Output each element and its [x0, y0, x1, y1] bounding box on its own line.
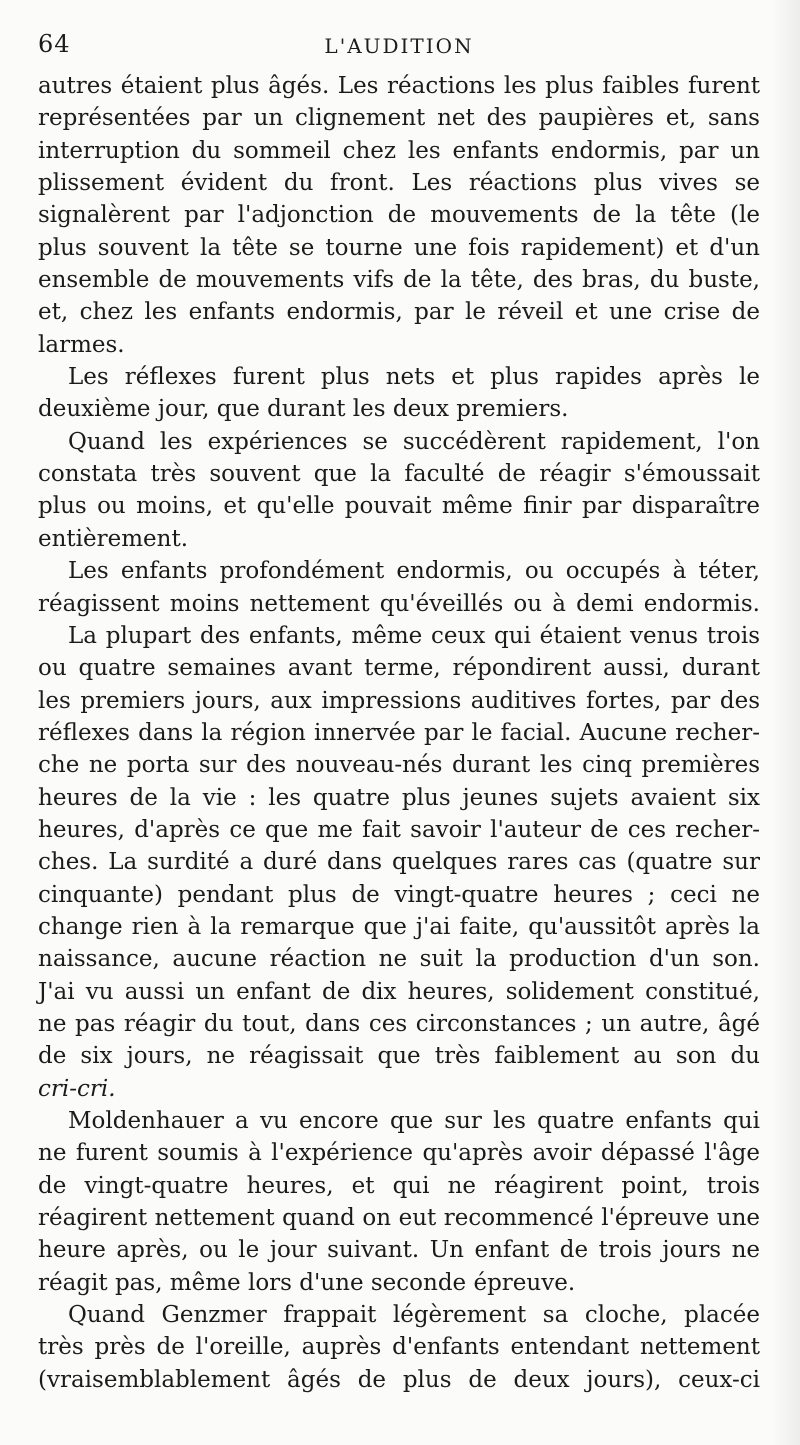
text-line: ne pas réagir du tout, dans ces circonstances ; un autre, âgé: [38, 1010, 760, 1037]
text-line: les premiers jours, aux impressions auditives fortes, par des: [38, 687, 760, 714]
running-title: L'AUDITION: [324, 34, 474, 58]
text-line: de six jours, ne réagissait que très faiblement au son du: [38, 1043, 760, 1070]
page-header: [38, 24, 760, 64]
text-line: ensemble de mouvements vifs de la tête, des bras, du buste,: [38, 267, 760, 294]
text-line: de vingt-quatre heures, et qui ne réagirent point, trois: [38, 1172, 760, 1199]
text-line: heures, d'après ce que me fait savoir l'auteur de ces recher-: [38, 816, 760, 843]
text-line: interruption du sommeil chez les enfants endormis, par un: [38, 137, 760, 164]
text-line: réagit pas, même lors d'une seconde épreuve.: [38, 1269, 576, 1296]
text-line: ches. La surdité a duré dans quelques rares cas (quatre sur: [38, 849, 760, 876]
text-line: réagirent nettement quand on eut recommencé l'épreuve une: [38, 1205, 760, 1232]
text-line: ou quatre semaines avant terme, répondirent aussi, durant: [38, 655, 760, 682]
text-line: plus souvent la tête se tourne une fois rapidement) et d'un: [38, 234, 760, 261]
text-line: deuxième jour, que durant les deux premiers.: [38, 396, 569, 423]
text-line: constata très souvent que la faculté de réagir s'émoussait: [38, 461, 760, 488]
text-line: (vraisemblablement âgés de plus de deux jours), ceux-ci: [38, 1366, 760, 1393]
body-text: [38, 70, 760, 1396]
text-line: autres étaient plus âgés. Les réactions les plus faibles furent: [38, 73, 760, 99]
text-line: change rien à la remarque que j'ai faite, qu'aussitôt après la: [38, 913, 760, 940]
text-line: cri-cri.: [38, 1075, 116, 1102]
text-line: Les réflexes furent plus nets et plus rapides après le: [68, 364, 760, 391]
text-line: Les enfants profondément endormis, ou occupés à téter,: [68, 558, 760, 585]
text-line: Quand Genzmer frappait légèrement sa cloche, placée: [68, 1302, 760, 1329]
text-line: très près de l'oreille, auprès d'enfants entendant nettement: [38, 1334, 760, 1361]
page-number: 64: [38, 30, 71, 58]
text-line: plissement évident du front. Les réactions plus vives se: [38, 170, 760, 197]
text-line: J'ai vu aussi un enfant de dix heures, solidement constitué,: [38, 978, 760, 1005]
text-line: che ne porta sur des nouveau-nés durant les cinq premières: [38, 752, 760, 779]
text-line: signalèrent par l'adjonction de mouvements de la tête (le: [38, 202, 760, 229]
text-line: réagissent moins nettement qu'éveillés ou à demi endormis.: [38, 590, 760, 617]
text-line: larmes.: [38, 331, 125, 358]
text-line: entièrement.: [38, 525, 189, 552]
text-line: réflexes dans la région innervée par le facial. Aucune recher-: [38, 719, 760, 746]
text-line: ne furent soumis à l'expérience qu'après avoir dépassé l'âge: [38, 1140, 760, 1167]
text-line: Quand les expériences se succédèrent rapidement, l'on: [68, 428, 760, 455]
text-line: La plupart des enfants, même ceux qui étaient venus trois: [68, 622, 760, 649]
text-line: Moldenhauer a vu encore que sur les quatre enfants qui: [68, 1108, 760, 1134]
page-edge-shade: [772, 0, 800, 1445]
text-line: heure après, ou le jour suivant. Un enfant de trois jours ne: [38, 1237, 760, 1264]
text-line: naissance, aucune réaction ne suit la production d'un son.: [38, 946, 760, 973]
text-line: plus ou moins, et qu'elle pouvait même finir par disparaître: [38, 493, 760, 520]
text-line: cinquante) pendant plus de vingt-quatre heures ; ceci ne: [38, 881, 760, 908]
text-line: représentées par un clignement net des paupières et, sans: [38, 105, 760, 132]
text-line: heures de la vie : les quatre plus jeunes sujets avaient six: [38, 784, 760, 811]
text-line: et, chez les enfants endormis, par le réveil et une crise de: [38, 299, 760, 326]
